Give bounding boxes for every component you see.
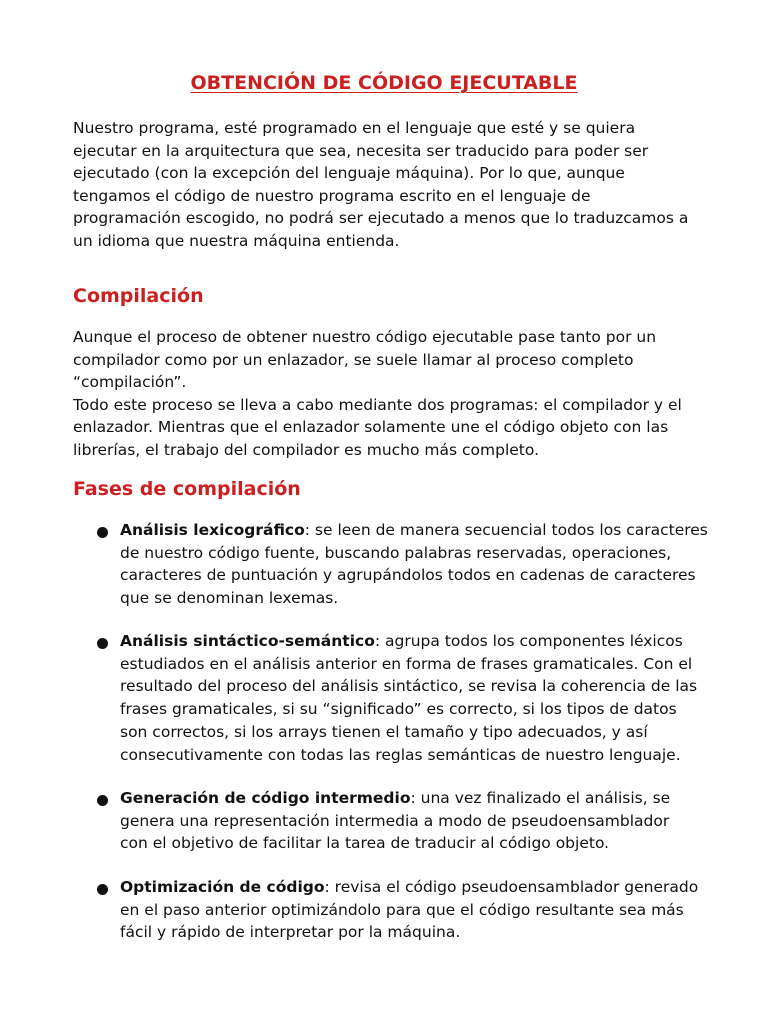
list-item-desc: : revisa el código pseudoensamblador generado (324, 878, 699, 896)
compilacion-line: librerías, el trabajo del compilador es mucho más completo. (73, 440, 539, 459)
list-item-term: Análisis sintáctico-semántico (120, 632, 375, 650)
bullet-icon (97, 527, 108, 538)
bullet-icon (97, 638, 108, 649)
list-item-line: de nuestro código fuente, buscando palabras reservadas, operaciones, (120, 543, 672, 562)
heading-fases: Fases de compilación (73, 478, 301, 500)
list-item-line: consecutivamente con todas las reglas semánticas de nuestro lenguaje. (120, 745, 681, 764)
list-item-line: que se denominan lexemas. (120, 589, 339, 608)
compilacion-line: enlazador. Mientras que el enlazador solamente une el código objeto con las (73, 418, 669, 436)
intro-line: ejecutado (con la excepción del lenguaje máquina). Por lo que, aunque (73, 164, 625, 182)
intro-line: Nuestro programa, esté programado en el lenguaje que esté y se quiera (73, 119, 636, 137)
intro-line: un idioma que nuestra máquina entienda. (73, 231, 400, 250)
list-item-line: fácil y rápido de interpretar por la máquina. (120, 923, 461, 942)
list-item-text (120, 630, 720, 766)
list-item-text (120, 519, 720, 610)
intro-paragraph (73, 117, 703, 252)
list-item-desc: : se leen de manera secuencial todos los caracteres (304, 521, 708, 539)
list-item-line: con el objetivo de facilitar la tarea de traducir al código objeto. (120, 834, 610, 853)
list-item-line: estudiados en el análisis anterior en forma de frases gramaticales. Con el (120, 654, 693, 673)
compilacion-line: Aunque el proceso de obtener nuestro código ejecutable pase tanto por un (73, 328, 657, 346)
list-item-line: caracteres de puntuación y agrupándolos todos en cadenas de caracteres (120, 566, 696, 585)
list-item-text (120, 876, 720, 944)
list-item-term: Análisis lexicográfico (120, 521, 305, 539)
list-item-line: genera una representación intermedia a modo de pseudoensamblador (120, 811, 670, 830)
heading-compilacion: Compilación (73, 285, 204, 307)
intro-line: programación escogido, no podrá ser ejecutado a menos que lo traduzcamos a (73, 209, 689, 227)
list-item-line: resultado del proceso del análisis sintáctico, se revisa la coherencia de las (120, 677, 698, 696)
list-item-line: frases gramaticales, si su “significado” es correcto, si los tipos de datos (120, 700, 677, 719)
compilacion-line: Todo este proceso se lleva a cabo mediante dos programas: el compilador y el (73, 395, 682, 414)
compilacion-line: “compilación”. (73, 373, 187, 391)
bullet-icon (97, 884, 108, 895)
compilacion-paragraph (73, 326, 703, 461)
list-item-term: Optimización de código (120, 878, 325, 896)
intro-line: ejecutar en la arquitectura que sea, necesita ser traducido para poder ser (73, 141, 649, 160)
list-item-text (120, 787, 720, 855)
list-item-desc: : agrupa todos los componentes léxicos (374, 632, 683, 650)
intro-line: tengamos el código de nuestro programa escrito en el lenguaje de (73, 186, 591, 205)
list-item-desc: : una vez finalizado el análisis, se (410, 789, 671, 807)
list-item-term: Generación de código intermedio (120, 789, 411, 807)
list-item-line: son correctos, si los arrays tienen el tamaño y tipo adecuados, y así (120, 722, 648, 741)
list-item-line: en el paso anterior optimizándolo para que el código resultante sea más (120, 900, 684, 919)
bullet-icon (97, 795, 108, 806)
document-title: OBTENCIÓN DE CÓDIGO EJECUTABLE (190, 72, 578, 94)
compilacion-line: compilador como por un enlazador, se suele llamar al proceso completo (73, 350, 634, 369)
